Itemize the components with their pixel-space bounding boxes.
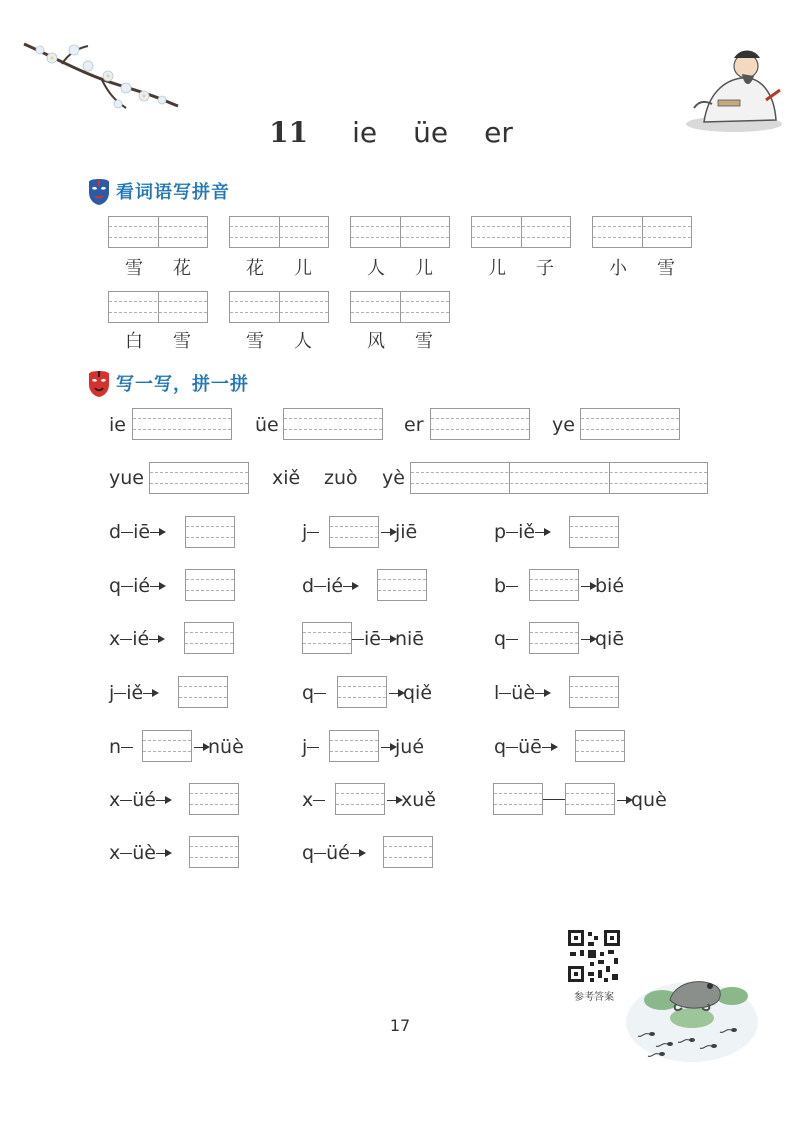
spell-result: jiē	[381, 521, 417, 543]
page-number: 17	[389, 1016, 411, 1035]
title-part: er	[484, 116, 513, 149]
spell-exercise: d ié	[302, 575, 357, 597]
spell-exercise: x üé	[109, 789, 170, 811]
pinyin-box[interactable]	[229, 216, 329, 248]
pinyin-box[interactable]	[350, 291, 450, 323]
spell-exercise: p iě	[494, 521, 549, 543]
write-label: yue	[109, 467, 144, 489]
title-part: üe	[413, 116, 449, 149]
pinyin-box[interactable]	[108, 291, 208, 323]
answer-box[interactable]	[493, 783, 543, 815]
word-char: 儿	[488, 258, 506, 279]
spell-result: bié	[581, 575, 624, 597]
answer-box[interactable]	[185, 516, 235, 548]
word-char: 雪	[125, 258, 143, 279]
word-char: 儿	[294, 258, 312, 279]
answer-box[interactable]	[377, 569, 427, 601]
word-char: 小	[609, 258, 627, 279]
answer-box[interactable]	[185, 569, 235, 601]
answer-box[interactable]	[383, 836, 433, 868]
spell-exercise: q üē	[494, 736, 556, 758]
write-box[interactable]	[283, 408, 383, 440]
pinyin-box[interactable]	[350, 216, 450, 248]
answer-box[interactable]	[302, 622, 352, 654]
answer-box[interactable]	[575, 730, 625, 762]
qr-code-image[interactable]	[566, 928, 622, 984]
pinyin-box[interactable]	[229, 291, 329, 323]
answer-box[interactable]	[329, 516, 379, 548]
word-char: 子	[536, 258, 554, 279]
spell-result: què	[617, 789, 667, 811]
answer-box[interactable]	[335, 783, 385, 815]
spell-exercise: x ié	[109, 628, 163, 650]
write-box[interactable]	[149, 462, 249, 494]
word-char: 雪	[415, 331, 433, 352]
spell-exercise: q	[494, 628, 518, 650]
word-char: 白	[125, 331, 143, 352]
answer-box[interactable]	[337, 676, 387, 708]
write-box[interactable]	[430, 408, 530, 440]
word-char: 人	[294, 331, 312, 352]
pinyin-box[interactable]	[471, 216, 571, 248]
write-label: er	[404, 414, 424, 436]
answer-box[interactable]	[529, 622, 579, 654]
word-char: 花	[173, 258, 191, 279]
word-char: 花	[246, 258, 264, 279]
triple-write-box[interactable]	[410, 462, 708, 494]
answer-box[interactable]	[569, 676, 619, 708]
spell-result: qiě	[389, 682, 432, 704]
section1-heading	[86, 176, 230, 206]
write-label: üe	[255, 414, 279, 436]
spell-result: qiē	[581, 628, 624, 650]
spell-exercise: q	[302, 682, 326, 704]
section2-heading	[86, 368, 249, 398]
spell-exercise: q ié	[109, 575, 164, 597]
triplet-syllable: yè	[382, 467, 405, 489]
plum-blossom-branch-image	[22, 36, 182, 126]
lesson-title	[0, 116, 800, 149]
spell-exercise: x üè	[109, 842, 170, 864]
red-opera-mask-icon	[86, 368, 112, 398]
word-char: 儿	[415, 258, 433, 279]
spell-exercise: q üé	[302, 842, 364, 864]
lesson-number: 11	[269, 116, 309, 149]
word-char: 人	[367, 258, 385, 279]
spell-exercise: x	[302, 789, 325, 811]
triplet-syllable: zuò	[324, 467, 358, 489]
section2-heading-text: 写一写，拼一拼	[116, 374, 249, 395]
connector-line	[543, 799, 565, 800]
spell-exercise: l üè	[494, 682, 549, 704]
triplet-syllable: xiě	[272, 467, 301, 489]
answer-box[interactable]	[329, 730, 379, 762]
word-char: 风	[367, 331, 385, 352]
spell-exercise: iē niē	[352, 628, 424, 650]
word-char: 雪	[173, 331, 191, 352]
spell-exercise: d iē	[109, 521, 164, 543]
write-label: ye	[552, 414, 575, 436]
write-label: ie	[109, 414, 126, 436]
write-box[interactable]	[132, 408, 232, 440]
answer-box[interactable]	[569, 516, 619, 548]
frog-pond-illustration	[622, 960, 762, 1064]
spell-exercise: b	[494, 575, 518, 597]
write-box[interactable]	[580, 408, 680, 440]
section1-heading-text: 看词语写拼音	[116, 182, 230, 203]
spell-exercise: j	[302, 521, 319, 543]
spell-result: nüè	[194, 736, 244, 758]
answer-box[interactable]	[184, 622, 234, 654]
word-char: 雪	[657, 258, 675, 279]
pinyin-box[interactable]	[592, 216, 692, 248]
spell-exercise: n	[109, 736, 133, 758]
answer-box[interactable]	[189, 783, 239, 815]
answer-box[interactable]	[142, 730, 192, 762]
answer-box[interactable]	[529, 569, 579, 601]
title-part: ie	[352, 116, 378, 149]
spell-result: xuě	[387, 789, 436, 811]
answer-box[interactable]	[178, 676, 228, 708]
blue-opera-mask-icon	[86, 176, 112, 206]
spell-exercise: j	[302, 736, 319, 758]
pinyin-box[interactable]	[108, 216, 208, 248]
answer-box[interactable]	[189, 836, 239, 868]
spell-result: jué	[381, 736, 424, 758]
answer-box[interactable]	[565, 783, 615, 815]
qr-caption: 参考答案	[574, 992, 614, 1003]
word-char: 雪	[246, 331, 264, 352]
spell-exercise: j iě	[109, 682, 157, 704]
